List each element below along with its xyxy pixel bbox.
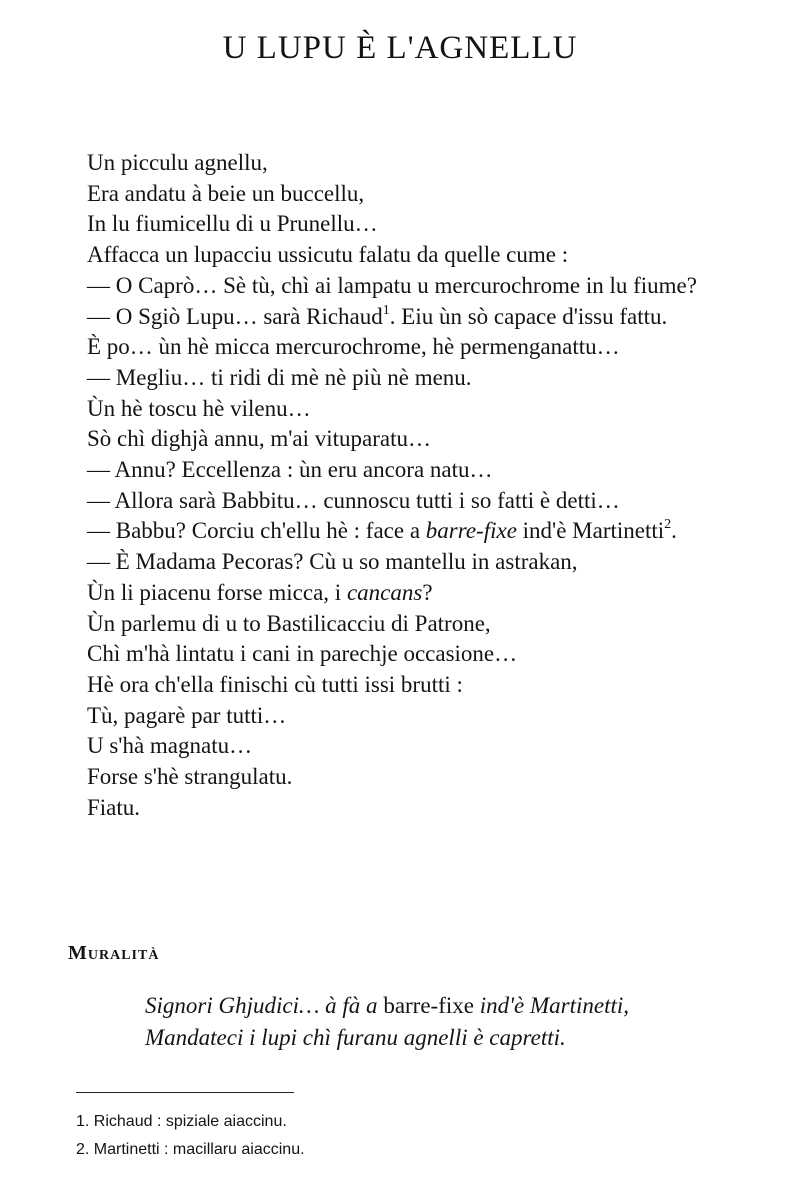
poem-italic-text: barre-fixe <box>425 518 517 544</box>
poem-line: Fiatu. <box>87 794 141 820</box>
footnote-item: 1. Richaud : spiziale aiaccinu. <box>76 1113 287 1130</box>
moral-verse <box>145 990 765 1054</box>
poem-line-text: ? <box>422 579 433 605</box>
poem-line: Tù, pagarè par tutti… <box>87 702 287 728</box>
poem-line: In lu fiumicellu di u Prunellu… <box>87 211 378 237</box>
poem-line-text: Ùn li piacenu forse micca, i <box>87 579 347 605</box>
poem-line: Ùn parlemu di u to Bastilicacciu di Patrone, <box>87 610 491 636</box>
poem-line: Un picculu agnellu, <box>87 150 268 175</box>
poem-line: — Annu? Eccellenza : ùn eru ancora natu… <box>87 457 493 483</box>
poem-line: — O Caprò… Sè tù, chì ai lampatu u mercurochrome in lu fiume? <box>87 272 697 298</box>
moral-roman-text: barre-fixe <box>383 993 474 1018</box>
poem-line-text: . Eiu ùn sò capace d'issu fattu. <box>389 303 668 329</box>
poem-line-text: — Babbu? Corciu ch'ellu hè : face a <box>87 518 426 544</box>
poem-line: Sò chì dighjà annu, m'ai vituparatu… <box>87 426 431 452</box>
moral-line: Mandateci i lupi chì furanu agnelli è capretti. <box>145 1025 566 1050</box>
poem-line: Ùn hè toscu hè vilenu… <box>87 395 311 421</box>
moral-line <box>145 990 765 1022</box>
poem-line-text: ind'è Martinetti <box>516 518 665 544</box>
poem-stanza <box>87 148 777 823</box>
footnote-ref: 2 <box>664 517 672 533</box>
moral-italic-text: ind'è Martinetti, <box>473 993 630 1018</box>
poem-line: Affacca un lupacciu ussicutu falatu da quelle cume : <box>87 242 569 268</box>
poem-line <box>87 578 777 609</box>
poem-line <box>87 302 777 333</box>
poem-italic-text: cancans <box>346 579 423 605</box>
poem-line: — Allora sarà Babbitu… cunnoscu tutti i so fatti è detti… <box>87 487 620 513</box>
footnotes <box>76 1108 305 1164</box>
poem-line: Hè ora ch'ella finischi cù tutti issi brutti : <box>87 671 463 697</box>
footnote-ref: 1 <box>382 302 390 318</box>
poem-line: Chì m'hà lintatu i cani in parechje occasione… <box>87 641 518 667</box>
poem-line: Era andatu à beie un buccellu, <box>87 180 365 206</box>
poem-line: — È Madama Pecoras? Cù u so mantellu in astrakan, <box>87 549 578 575</box>
poem-line-text: — O Sgiò Lupu… sarà Richaud <box>87 303 383 329</box>
moral-heading: Muralità <box>68 942 160 964</box>
poem-line <box>87 516 777 547</box>
poem-line-text: . <box>671 518 677 544</box>
moral-italic-text: Signori Ghjudici… à fà a <box>145 993 384 1018</box>
footnote-item: 2. Martinetti : macillaru aiaccinu. <box>76 1141 305 1158</box>
poem-line: È po… ùn hè micca mercurochrome, hè permenganattu… <box>87 334 620 360</box>
page-title: U LUPU È L'AGNELLU <box>222 30 578 66</box>
footnote-divider <box>76 1092 294 1093</box>
poem-line: U s'hà magnatu… <box>87 733 253 759</box>
poem-line: Forse s'hè strangulatu. <box>87 764 293 790</box>
poem-line: — Megliu… ti ridi di mè nè più nè menu. <box>87 364 472 390</box>
